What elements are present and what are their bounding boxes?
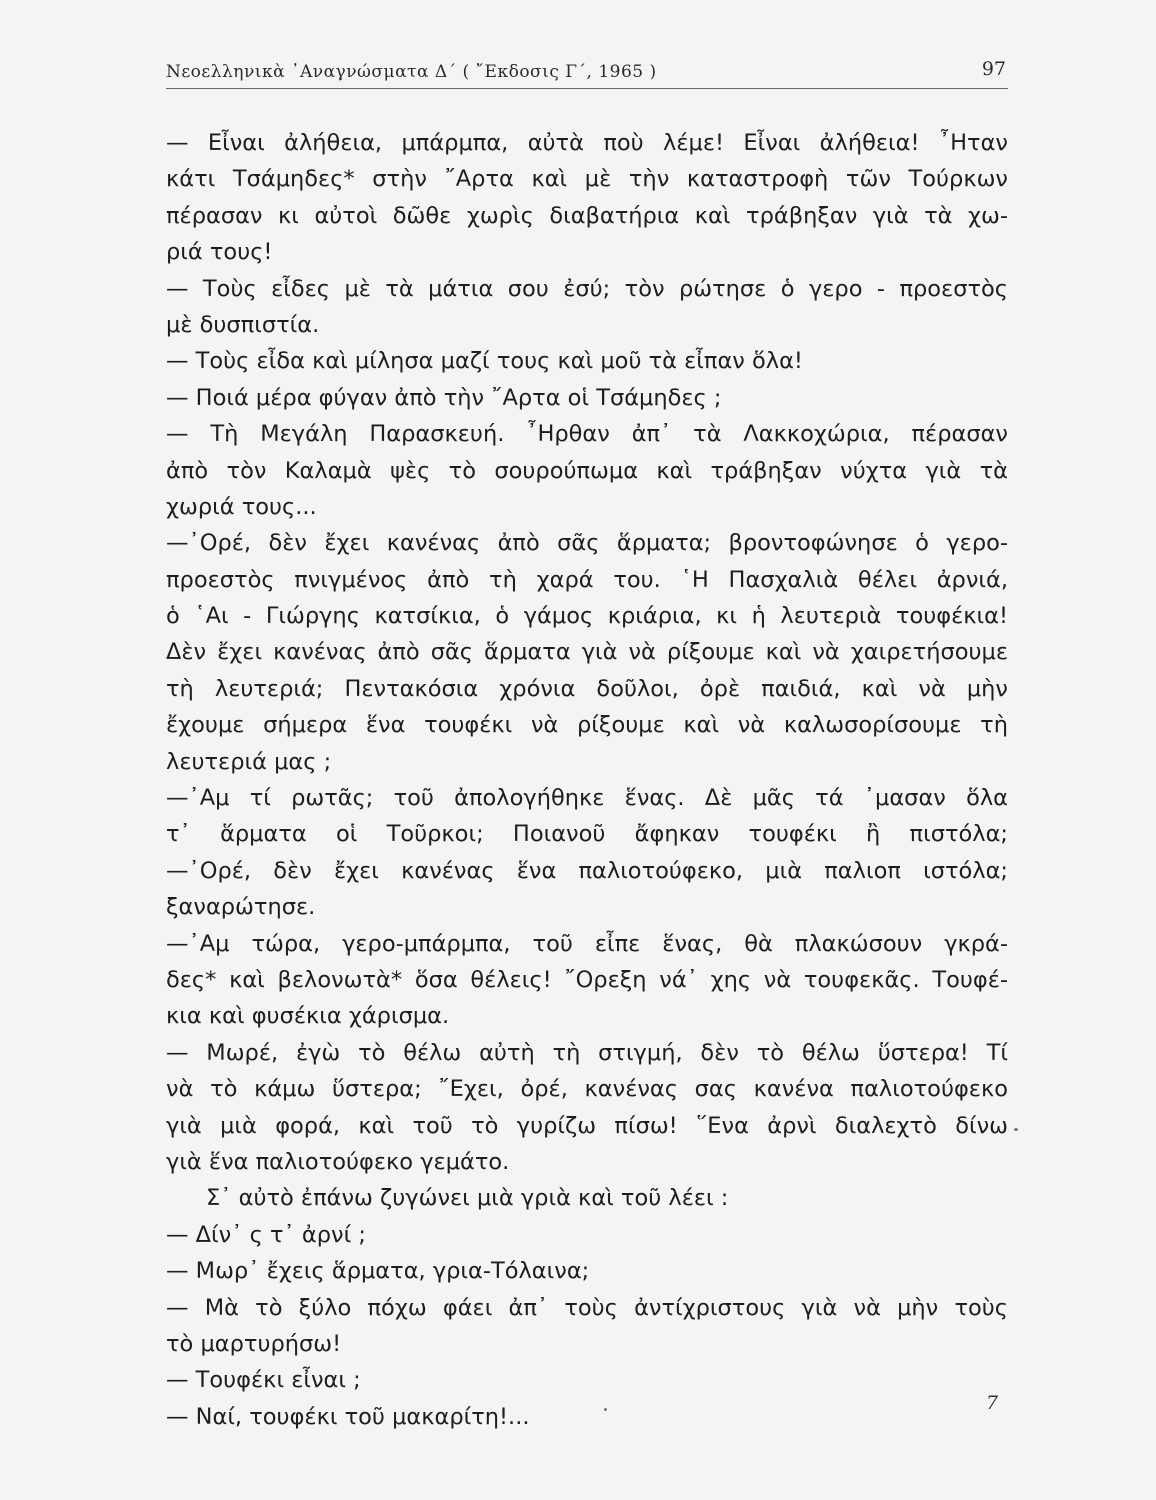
text-line: μὲ δυσπιστία. [166, 311, 320, 338]
text-line: Σ᾿ αὐτὸ ἐπάνω ζυγώνει μιὰ γριὰ καὶ τοῦ λέει : [206, 1185, 729, 1212]
text-line: —᾿Ορέ, δὲν ἔχει κανένας ἕνα παλιοτούφεκο, μιὰ παλιοπ ιστόλα; [166, 857, 1008, 884]
text-line: —᾿Αμ τί ρωτᾶς; τοῦ ἀπολογήθηκε ἕνας. Δὲ μᾶς τά ᾿μασαν ὅλα [166, 785, 1008, 812]
text-line: γιὰ μιὰ φορά, καὶ τοῦ τὸ γυρίζω πίσω! ῞Ενα ἀρνὶ διαλεχτὸ δίνω [166, 1112, 1008, 1139]
text-line: κια καὶ φυσέκια χάρισμα. [166, 1003, 450, 1030]
text-line: —᾿Αμ τώρα, γερο-μπάρμπα, τοῦ εἶπε ἕνας, θὰ πλακώσουν γκρά- [166, 930, 1008, 957]
text-line: λευτεριά μας ; [166, 748, 332, 775]
text-line: χωριά τους... [166, 493, 317, 520]
text-line: — Τοὺς εἶδα καὶ μίλησα μαζί τους καὶ μοῦ τὰ εἶπαν ὅλα! [166, 348, 803, 375]
print-speck [1014, 1128, 1018, 1131]
print-speck [604, 1408, 607, 1411]
text-line: πέρασαν κι αὐτοὶ δῶθε χωρὶς διαβατήρια καὶ τράβηξαν γιὰ τὰ χω- [166, 202, 1008, 229]
running-header [166, 56, 1008, 89]
text-line: — Μωρέ, ἐγὼ τὸ θέλω αὐτὴ τὴ στιγμή, δὲν τὸ θέλω ὕστερα! Τί [166, 1039, 1008, 1066]
text-line: — Ναί, τουφέκι τοῦ μακαρίτη!... [166, 1403, 530, 1430]
text-line: ἀπὸ τὸν Καλαμὰ ψὲς τὸ σουρούπωμα καὶ τράβηξαν νύχτα γιὰ τὰ [166, 457, 1008, 484]
text-line: — Τουφέκι εἶναι ; [166, 1367, 361, 1394]
text-line: — Τὴ Μεγάλη Παρασκευή. ῏Ηρθαν ἀπ᾿ τὰ Λακκοχώρια, πέρασαν [166, 421, 1008, 448]
text-line: προεστὸς πνιγμένος ἀπὸ τὴ χαρά του. ῾Η Πασχαλιὰ θέλει ἀρνιά, [166, 566, 1008, 593]
text-line: δες* καὶ βελονωτὰ* ὅσα θέλεις! ῎Ορεξη νά᾿ χης νὰ τουφεκᾶς. Τουφέ- [166, 966, 1008, 993]
page-number: 97 [981, 58, 1006, 80]
body-text [166, 125, 1008, 1435]
signature-mark: 7 [986, 1392, 999, 1414]
text-line: — Εἶναι ἀλήθεια, μπάρμπα, αὐτὰ ποὺ λέμε! Εἶναι ἀλήθεια! ῏Ηταν [166, 130, 1008, 156]
text-line: τ᾿ ἅρματα οἱ Τοῦρκοι; Ποιανοῦ ἄφηκαν τουφέκι ἢ πιστόλα; [166, 821, 1008, 848]
text-line: ξαναρώτησε. [166, 894, 316, 921]
text-line: τὴ λευτεριά; Πεντακόσια χρόνια δοῦλοι, ὀρὲ παιδιά, καὶ νὰ μὴν [166, 675, 1008, 702]
text-line: Δὲν ἔχει κανένας ἀπὸ σᾶς ἅρματα γιὰ νὰ ρίξουμε καὶ νὰ χαιρετήσουμε [166, 639, 1008, 666]
text-line: κάτι Τσάμηδες* στὴν ῎Αρτα καὶ μὲ τὴν καταστροφὴ τῶν Τούρκων [166, 166, 1008, 193]
text-line: — Δίν᾿ ς τ᾿ ἀρνί ; [166, 1221, 366, 1248]
text-line: — Μὰ τὸ ξύλο πόχω φάει ἀπ᾿ τοὺς ἀντίχριστους γιὰ νὰ μὴν τοὺς [166, 1294, 1008, 1321]
text-line: — Ποιά μέρα φύγαν ἀπὸ τὴν ῎Αρτα οἱ Τσάμηδες ; [166, 384, 722, 411]
text-line: ὁ ῾Αι - Γιώργης κατσίκια, ὁ γάμος κριάρια, κι ἡ λευτεριὰ τουφέκια! [166, 603, 1008, 630]
text-line: τὸ μαρτυρήσω! [166, 1330, 342, 1357]
text-line: — Τοὺς εἶδες μὲ τὰ μάτια σου ἐσύ; τὸν ρώτησε ὁ γερο - προεστὸς [166, 275, 1008, 302]
text-line: ριά τους! [166, 239, 273, 266]
text-line: ἔχουμε σήμερα ἕνα τουφέκι νὰ ρίξουμε καὶ νὰ καλωσορίσουμε τὴ [166, 712, 1008, 739]
text-line: —᾿Ορέ, δὲν ἔχει κανένας ἀπὸ σᾶς ἅρματα; βροντοφώνησε ὁ γερο- [166, 530, 1008, 557]
text-line: γιὰ ἕνα παλιοτούφεκο γεμάτο. [166, 1148, 510, 1175]
text-line: — Μωρ᾿ ἔχεις ἅρματα, γρια-Τόλαινα; [166, 1258, 590, 1285]
text-line: νὰ τὸ κάμω ὕστερα; ῎Εχει, ὀρέ, κανένας σας κανένα παλιοτούφεκο [166, 1076, 1008, 1103]
header-title: Νεοελληνικὰ ᾿Αναγνώσματα Δ΄ ( ῎Εκδοσις Γ΄, 1965 ) [166, 62, 657, 82]
